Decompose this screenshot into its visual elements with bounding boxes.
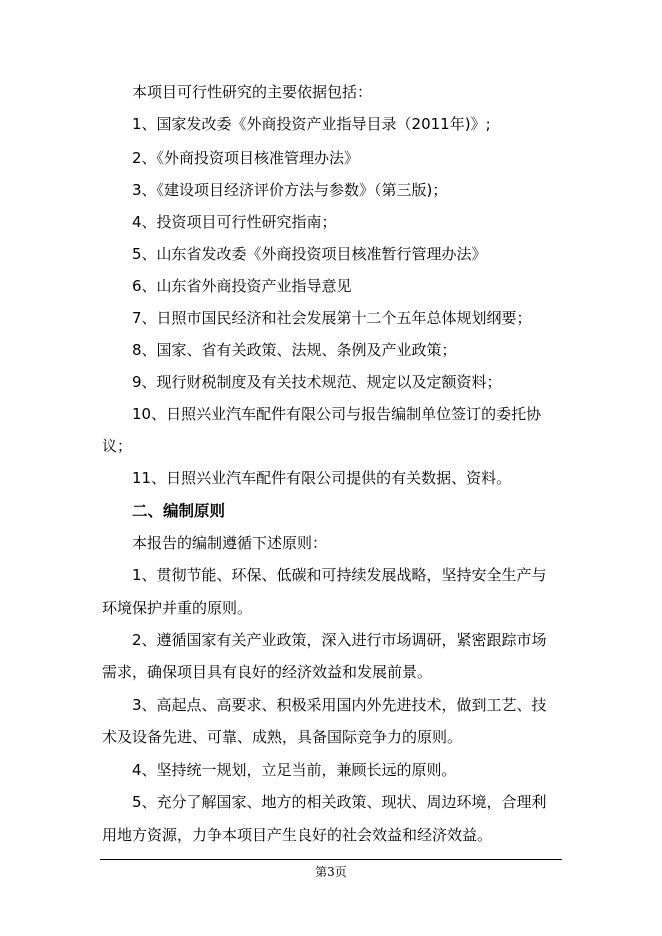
page-number: 第3页: [315, 865, 347, 879]
basis-item: 1、国家发改委《外商投资产业指导目录（2011年)》;: [132, 115, 491, 133]
basis-item: 3、《建设项目经济评价方法与参数》（第三版)；: [132, 181, 448, 199]
section-heading: 二、编制原则: [132, 502, 226, 520]
basis-item: 9、现行财税制度及有关技术规范、规定以及定额资料；: [132, 373, 502, 391]
basis-item: 6、山东省外商投资产业指导意见: [132, 277, 352, 295]
principle-line: 3、高起点、高要求、积极采用国内外先进技术，做到工艺、技: [132, 696, 547, 714]
principle-line: 1、贯彻节能、环保、低碳和可持续发展战略，坚持安全生产与: [132, 566, 547, 584]
principle-line: 术及设备先进、可靠、成熟，具备国际竞争力的原则。: [102, 728, 463, 746]
principle-line: 环境保护并重的原则。: [102, 599, 253, 617]
principle-line: 4、坚持统一规划，立足当前，兼顾长远的原则。: [132, 761, 457, 779]
section-intro: 本报告的编制遵循下述原则：: [132, 534, 328, 552]
basis-item-continuation: 议；: [102, 437, 133, 455]
basis-item: 4、投资项目可行性研究指南；: [132, 213, 337, 231]
footer-divider: [100, 859, 562, 860]
principle-line: 用地方资源，力争本项目产生良好的社会效益和经济效益。: [102, 826, 493, 844]
basis-item: 10、日照兴业汽车配件有限公司与报告编制单位签订的委托协: [132, 405, 542, 423]
basis-item: 7、日照市国民经济和社会发展第十二个五年总体规划纲要；: [132, 309, 532, 327]
principle-line: 5、充分了解国家、地方的相关政策、现状、周边环境，合理利: [132, 793, 547, 811]
basis-item: 2、《外商投资项目核准管理办法》: [132, 149, 360, 167]
basis-item: 8、国家、省有关政策、法规、条例及产业政策；: [132, 341, 457, 359]
basis-item: 5、山东省发改委《外商投资项目核准暂行管理办法》: [132, 245, 487, 263]
principle-line: 需求，确保项目具有良好的经济效益和发展前景。: [102, 663, 433, 681]
basis-item: 11、日照兴业汽车配件有限公司提供的有关数据、资料。: [132, 469, 512, 487]
principle-line: 2、遵循国家有关产业政策，深入进行市场调研，紧密跟踪市场: [132, 631, 547, 649]
basis-intro: 本项目可行性研究的主要依据包括：: [132, 83, 373, 101]
